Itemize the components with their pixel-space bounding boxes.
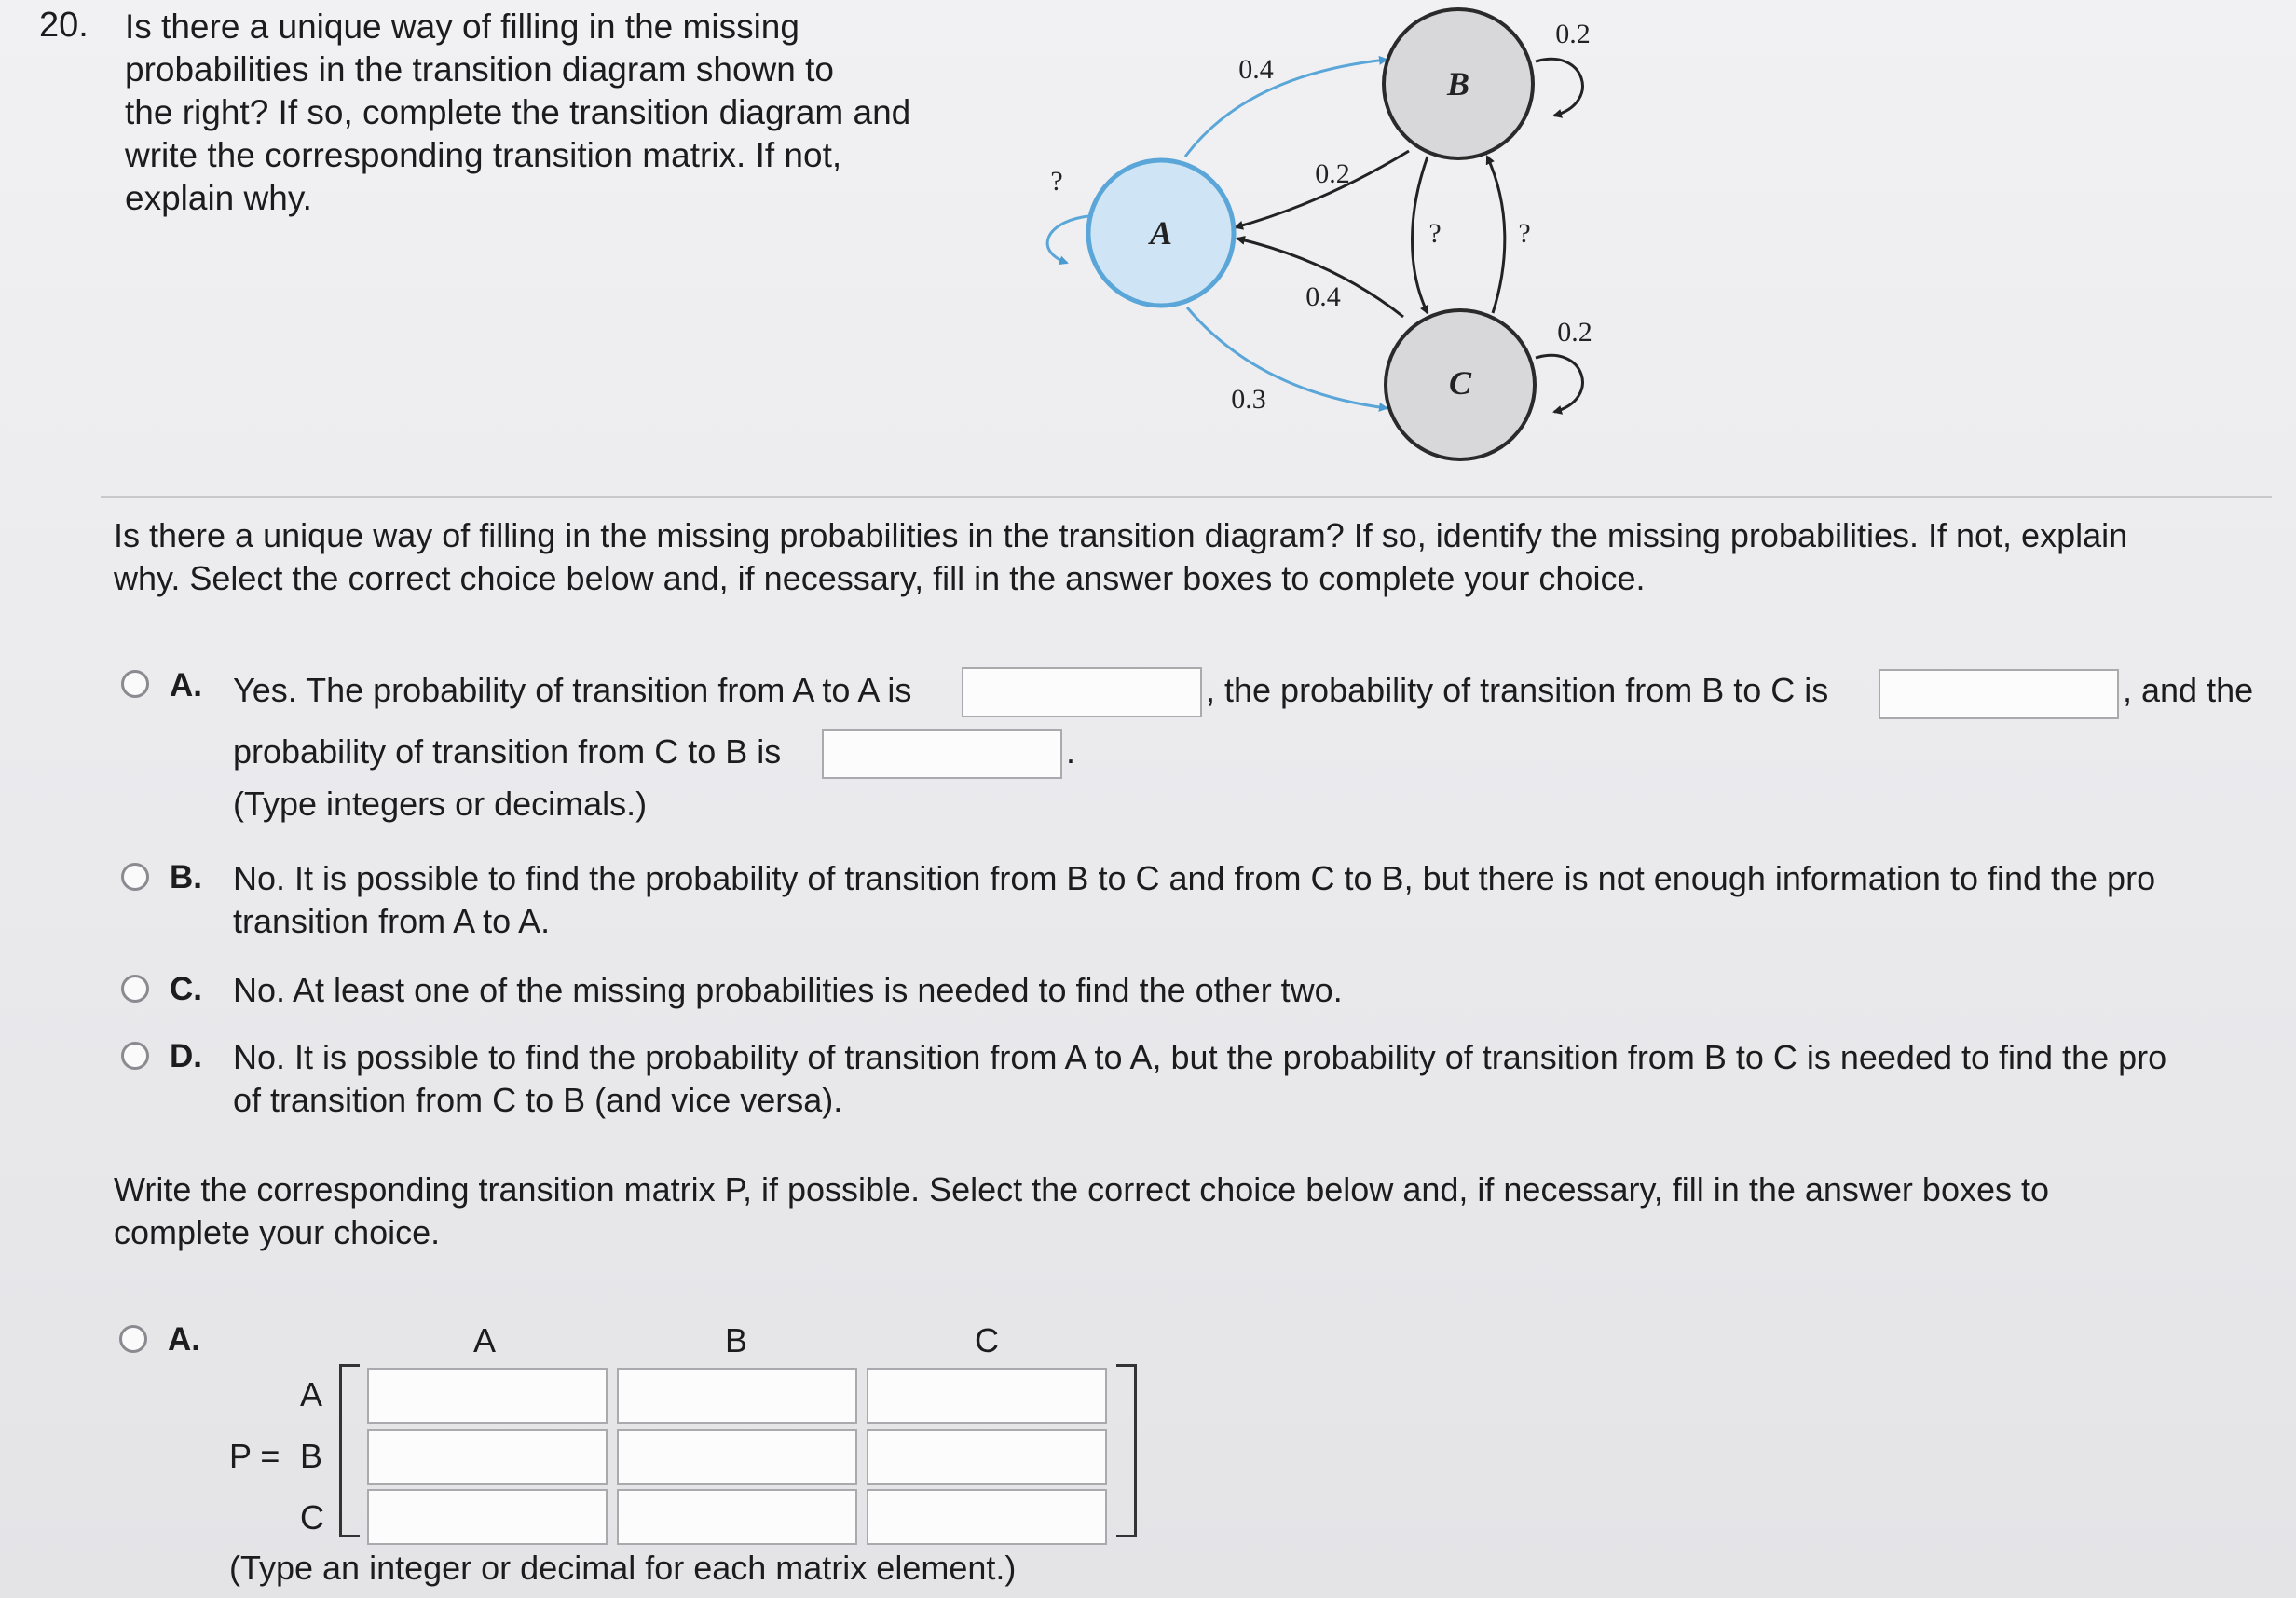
option-a-text: . (1066, 732, 1076, 771)
matrix-cell-a-a[interactable] (367, 1368, 608, 1424)
edge-a-self-loop (1047, 216, 1088, 263)
radio-option-a[interactable] (121, 670, 149, 698)
label-a-to-c: 0.3 (1231, 384, 1266, 415)
radio-matrix-option-a[interactable] (119, 1325, 147, 1353)
section-divider (101, 496, 2272, 498)
matrix-option-a-letter: A. (168, 1321, 200, 1358)
transition-diagram (1006, 0, 1659, 475)
label-c-to-a: 0.4 (1305, 281, 1341, 312)
option-d-letter: D. (170, 1038, 202, 1074)
matrix-p-label: P = (229, 1437, 280, 1475)
label-a-to-b: 0.4 (1238, 54, 1274, 85)
matrix-cell-b-c[interactable] (867, 1429, 1107, 1485)
node-a-label: A (1149, 214, 1173, 252)
radio-option-d[interactable] (121, 1042, 149, 1070)
option-c-text: No. At least one of the missing probabilities is needed to find the other two. (233, 971, 1343, 1009)
edge-b-self-loop (1536, 59, 1582, 116)
matrix-right-bracket (1116, 1364, 1137, 1537)
prompt-line: Write the corresponding transition matrix P, if possible. Select the correct choice below and, if necessary, fill in the answer boxes to (114, 1170, 2050, 1209)
matrix-hint: (Type an integer or decimal for each matrix element.) (229, 1549, 1017, 1587)
label-a-self: ? (1050, 166, 1063, 197)
question-line: explain why. (125, 179, 312, 217)
edge-a-to-c (1187, 307, 1387, 408)
matrix-cell-a-c[interactable] (867, 1368, 1107, 1424)
matrix-cell-c-c[interactable] (867, 1489, 1107, 1545)
node-b-label: B (1446, 65, 1470, 102)
option-a-hint: (Type integers or decimals.) (233, 785, 648, 823)
answer-box-a-to-a[interactable] (962, 667, 1202, 717)
option-c-letter: C. (170, 971, 202, 1007)
label-c-self: 0.2 (1557, 317, 1592, 348)
matrix-cell-b-a[interactable] (367, 1429, 608, 1485)
node-c-label: C (1448, 364, 1472, 402)
matrix-cell-b-b[interactable] (617, 1429, 857, 1485)
edge-a-to-b (1185, 60, 1387, 157)
option-a-text: probability of transition from C to B is (233, 732, 782, 771)
option-a-text: Yes. The probability of transition from A to A is (233, 671, 912, 709)
matrix-col-header-a: A (473, 1321, 497, 1359)
matrix-col-header-b: B (725, 1321, 748, 1359)
prompt-line: Is there a unique way of filling in the missing probabilities in the transition diagram? If so, identify the missing probabilities. If not, explain (114, 516, 2128, 554)
option-a-text: , the probability of transition from B to C is (1206, 671, 1829, 709)
question-line: the right? If so, complete the transition diagram and (125, 93, 911, 131)
prompt-line: why. Select the correct choice below and, if necessary, fill in the answer boxes to complete your choice. (114, 559, 1646, 597)
answer-box-b-to-c[interactable] (1879, 669, 2119, 719)
option-b-letter: B. (170, 859, 202, 895)
question-text (125, 6, 945, 220)
question-number: 20. (39, 6, 89, 45)
matrix-row-header-a: A (300, 1375, 323, 1414)
edge-b-to-c (1413, 157, 1428, 313)
matrix-cell-a-b[interactable] (617, 1368, 857, 1424)
question-line: write the corresponding transition matrix. If not, (125, 136, 842, 174)
option-a-text: , and the (2123, 671, 2254, 709)
answer-box-c-to-b[interactable] (822, 729, 1062, 779)
label-c-to-b: ? (1518, 218, 1531, 249)
option-b-text: No. It is possible to find the probability of transition from B to C and from C to B, but there is not enough information to find the pro (233, 859, 2156, 897)
matrix-left-bracket (339, 1364, 360, 1537)
radio-option-c[interactable] (121, 975, 149, 1003)
matrix-cell-c-a[interactable] (367, 1489, 608, 1545)
edge-c-to-b (1487, 157, 1505, 313)
label-b-self: 0.2 (1555, 19, 1591, 49)
prompt-line: complete your choice. (114, 1213, 441, 1251)
part2-prompt (114, 1168, 2276, 1254)
matrix-cell-c-b[interactable] (617, 1489, 857, 1545)
option-a-letter: A. (170, 667, 202, 703)
question-line: probabilities in the transition diagram shown to (125, 50, 834, 89)
radio-option-b[interactable] (121, 863, 149, 891)
matrix-row-header-c: C (300, 1498, 324, 1537)
label-b-to-a: 0.2 (1315, 158, 1350, 189)
matrix-row-header-b: B (300, 1437, 323, 1475)
edge-c-self-loop (1536, 355, 1582, 412)
question-line: Is there a unique way of filling in the missing (125, 7, 800, 46)
option-d-text: of transition from C to B (and vice versa). (233, 1081, 843, 1119)
matrix-col-header-c: C (975, 1321, 999, 1359)
part1-prompt (114, 514, 2276, 600)
option-d-text: No. It is possible to find the probability of transition from A to A, but the probability of transition from B to C is needed to find the pro (233, 1038, 2167, 1076)
option-b-text: transition from A to A. (233, 902, 551, 940)
label-b-to-c: ? (1428, 218, 1442, 249)
